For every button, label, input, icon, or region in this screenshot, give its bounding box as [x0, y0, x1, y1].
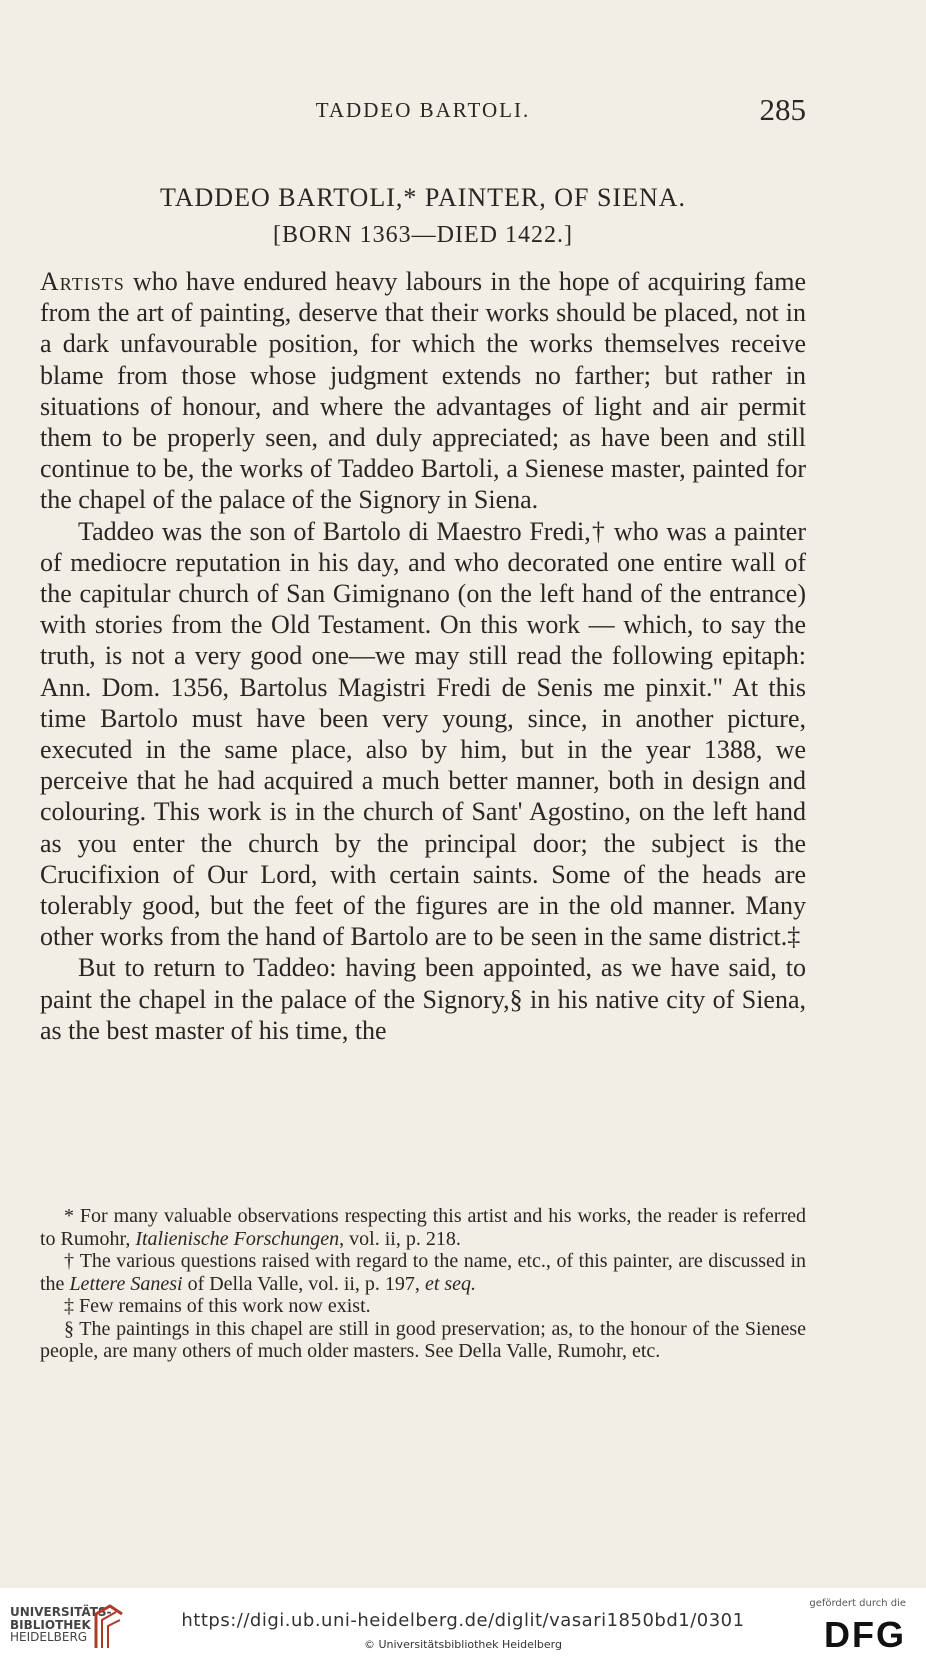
footnote-3: ‡ Few remains of this work now exist.: [64, 1295, 371, 1317]
library-line-1: UNIVERSITÄTS-: [10, 1605, 112, 1619]
copyright-notice: © Universitätsbibliothek Heidelberg: [363, 1638, 562, 1651]
paragraph-1-text: who have endured heavy labours in the hope of acquiring fame from the art of painting, deserve that their works should be placed, not in a dark unfavourable position, for which the works themselves receive blame from those whose judgment extends no farther; but rather in situations of honour, and where the advantages of light and air permit them to be properly seen, and duly appreciated; as have been and still continue to be, the works of Taddeo Bartoli, a Sienese master, painted for the chapel of the palace of the Signory in Siena.: [40, 267, 806, 515]
footnote-2-title: Lettere Sanesi: [69, 1272, 183, 1295]
footnote-2-text: † The various questions raised with regard to the name, etc., of this painter, are discussed in the: [40, 1250, 806, 1295]
chapter-title: TADDEO BARTOLI,* PAINTER, OF SIENA.: [159, 183, 687, 212]
footnotes: [40, 1205, 806, 1363]
chapter-dates: [BORN 1363—DIED 1422.]: [273, 222, 573, 248]
page-number: 285: [759, 92, 806, 127]
footnote-1-text: * For many valuable observations respecting this artist and his works, the reader is referred to Rumohr,: [40, 1205, 806, 1250]
paragraph-3: But to return to Taddeo: having been appointed, as we have said, to paint the chapel in the palace of the Signory,§ in his native city of Siena, as the best master of his time, the: [40, 953, 806, 1045]
paragraph-2: Taddeo was the son of Bartolo di Maestro Fredi,† who was a painter of mediocre reputation in his day, and who decorated one entire wall of the capitular church of San Gimignano (on the left hand of the entrance) with stories from the Old Testament. On this work — which, to say the truth, is not a very good one—we may still read the following epitaph: Ann. Dom. 1356, Bartolus Magistri Fredi de Senis me pinxit." At this time Bartolo must have been very young, since, in another picture, executed in the same place, also by him, but in the year 1388, we perceive that he had acquired a much better manner, both in design and colouring. This work is in the church of Sant' Agostino, on the left hand as you enter the church by the principal door; the subject is the Crucifixion of Our Lord, with certain saints. Some of the heads are tolerably good, but the feet of the figures are in the old manner. Many other works from the hand of Bartolo are to be seen in the same district.‡: [40, 516, 806, 952]
footnote-2: [40, 1250, 806, 1295]
paragraph-1-lead: Artists: [40, 267, 125, 296]
footnote-1-ref: , vol. ii, p. 218.: [339, 1227, 461, 1250]
footnote-2-etseq: et seq.: [424, 1272, 477, 1295]
footnote-2-ref: of Della Valle, vol. ii, p. 197,: [182, 1272, 425, 1295]
running-head: [40, 92, 806, 126]
library-line-3: HEIDELBERG: [10, 1630, 88, 1644]
paragraph-1: [40, 266, 806, 516]
footnote-1-title: Italienische Forschungen: [135, 1227, 340, 1250]
library-line-2: BIBLIOTHEK: [10, 1617, 91, 1632]
dfg-funding-label: gefördert durch die: [809, 1598, 906, 1609]
dfg-logo: DFG: [824, 1614, 906, 1655]
running-title: TADDEO BARTOLI.: [315, 98, 531, 122]
viewer-footer: [0, 1588, 926, 1662]
permalink-link[interactable]: https://digi.ub.uni-heidelberg.de/diglit/vasari1850bd1/0301: [181, 1610, 745, 1631]
body-text: [40, 266, 806, 1046]
footnote-1: [40, 1205, 806, 1250]
footnote-4: § The paintings in this chapel are still in good preservation; as, to the honour of the Sienese people, are many others of much older masters. See Della Valle, Rumohr, etc.: [40, 1317, 806, 1362]
